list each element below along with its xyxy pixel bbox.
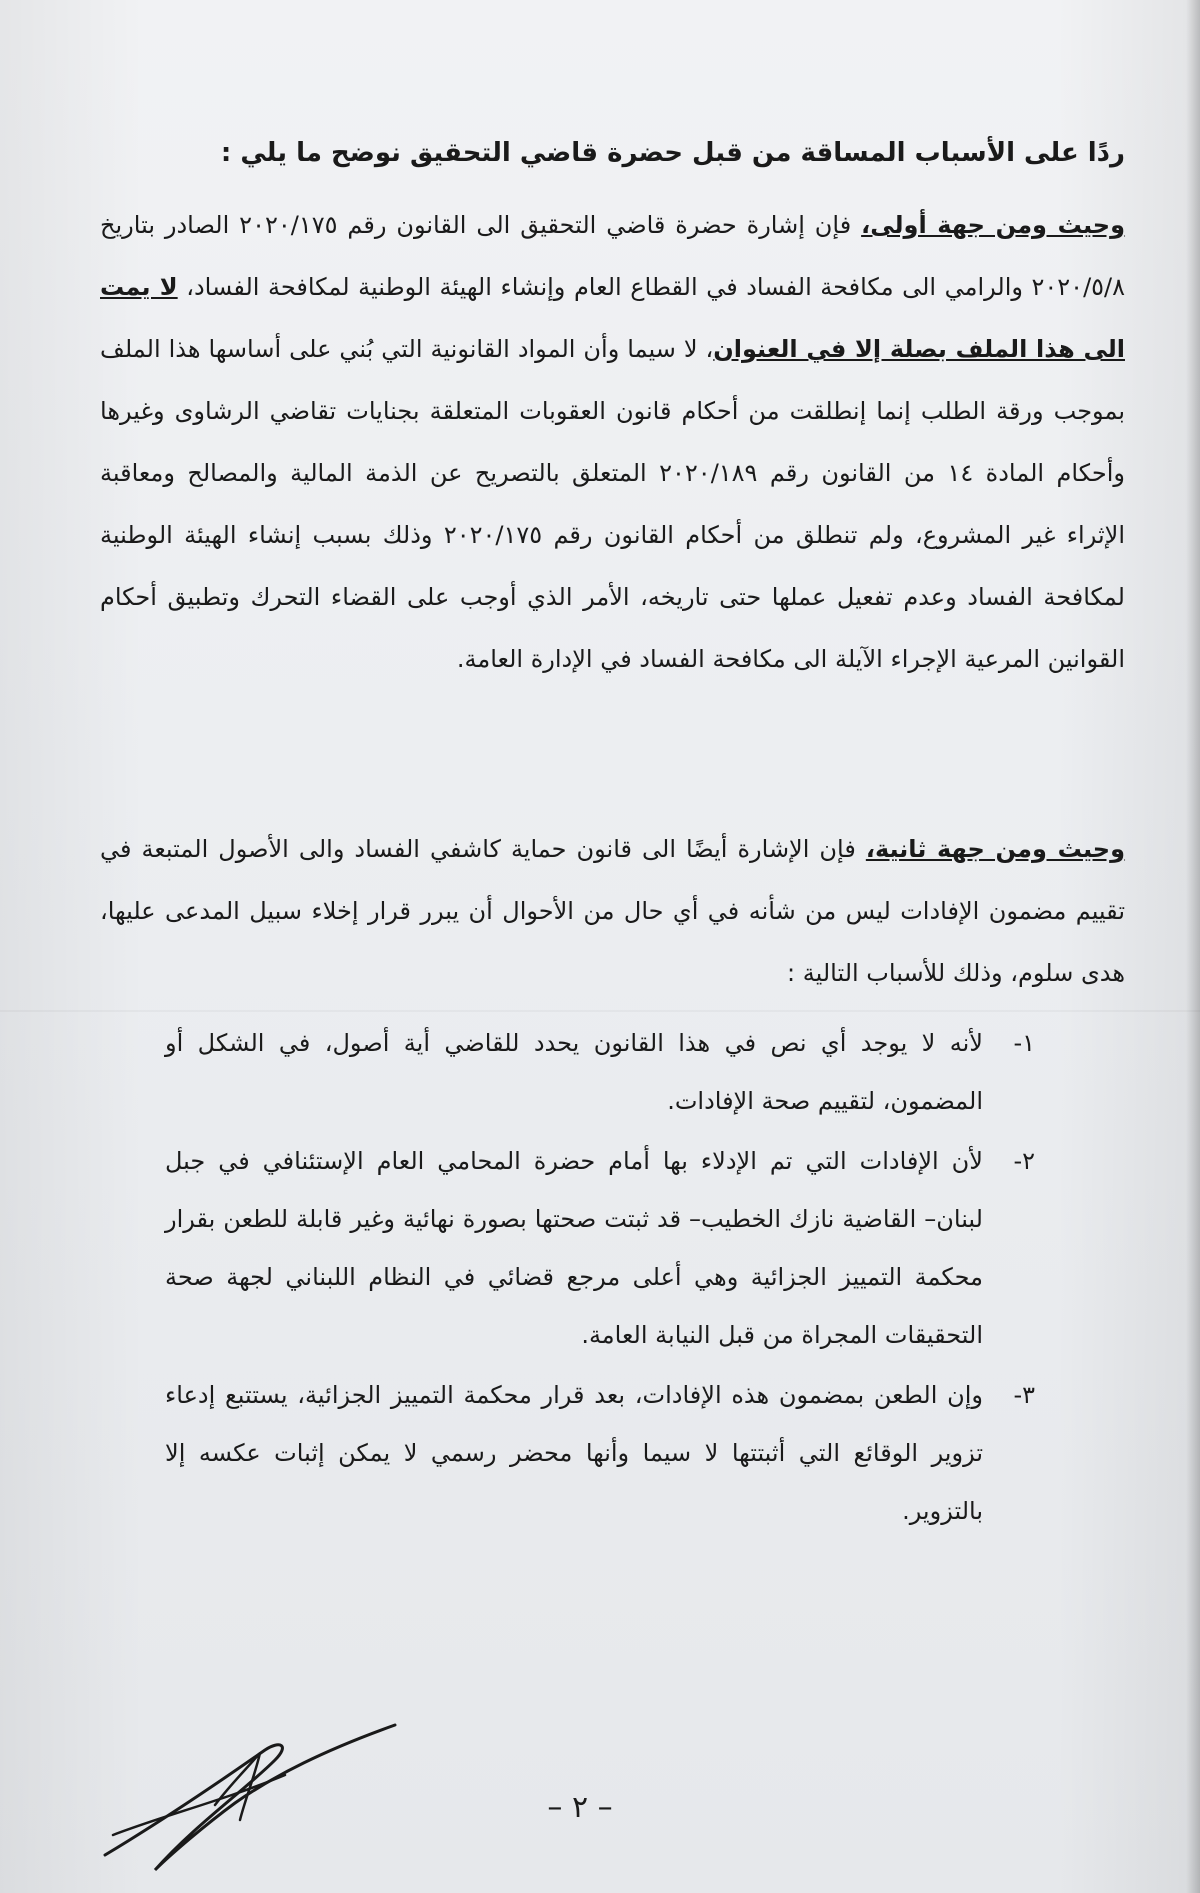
section-second-lead: وحيث ومن جهة ثانية، xyxy=(865,835,1126,863)
document-heading: ردًا على الأسباب المساقة من قبل حضرة قاضي التحقيق نوضح ما يلي : xyxy=(220,138,1125,168)
reason-number: ١- xyxy=(1013,1029,1035,1057)
section-second-text: فإن الإشارة أيضًا الى قانون حماية كاشفي الفساد والى الأصول المتبعة في تقييم مضمون الإفادات ليس من شأنه في أي حال من الأحوال أن يبرر قرار إخلاء سبيل المدعى عليها، هدى سلوم، وذلك للأسباب التالية : xyxy=(100,835,1125,987)
section-first-text-b: ، لا سيما وأن المواد القانونية التي بُني على أساسها هذا الملف بموجب ورقة الطلب إنما إنطلقت من أحكام قانون العقوبات المتعلقة بجنايات تقاضي الرشاوى وغيرها وأحكام المادة ١٤ من القانون رقم ٢٠٢٠/١٨٩ المتعلق بالتصريح عن الذمة المالية والمصالح ومعاقبة الإثراء غير المشروع، ولم تنطلق من أحكام القانون رقم ٢٠٢٠/١٧٥ وذلك بسبب إنشاء الهيئة الوطنية لمكافحة الفساد وعدم تفعيل عملها حتى تاريخه، الأمر الذي أوجب على القضاء التحرك وتطبيق أحكام القوانين المرعية الإجراء الآيلة الى مكافحة الفساد في الإدارة العامة. xyxy=(100,335,1126,673)
reason-item xyxy=(165,1014,1035,1130)
section-first-text-a: فإن إشارة حضرة قاضي التحقيق الى القانون رقم ٢٠٢٠/١٧٥ الصادر بتاريخ ٢٠٢٠/٥/٨ والرامي الى مكافحة الفساد في القطاع العام وإنشاء الهيئة الوطنية لمكافحة الفساد، xyxy=(100,211,1126,301)
page-number: – ٢ – xyxy=(547,1790,613,1825)
section-second-paragraph xyxy=(100,818,1125,1004)
section-first-lead: وحيث ومن جهة أولى، xyxy=(861,211,1126,239)
reason-text: لأن الإفادات التي تم الإدلاء بها أمام حضرة المحامي العام الإستئنافي في جبل لبنان– القاضية نازك الخطيب– قد ثبتت صحتها بصورة نهائية وغير قابلة للطعن بقرار محكمة التمييز الجزائية وهي أعلى مرجع قضائي في النظام اللبناني لجهة صحة التحقيقات المجراة من قبل النيابة العامة. xyxy=(165,1147,983,1349)
reason-text: لأنه لا يوجد أي نص في هذا القانون يحدد للقاضي أية أصول، في الشكل أو المضمون، لتقييم صحة الإفادات. xyxy=(165,1029,983,1115)
section-first-emphasis: لا يمت الى هذا الملف بصلة إلا في العنوان xyxy=(100,273,1125,363)
document-body xyxy=(100,128,1125,1542)
section-first-paragraph xyxy=(100,194,1125,690)
reason-text: وإن الطعن بمضمون هذه الإفادات، بعد قرار محكمة التمييز الجزائية، يستتبع إدعاء تزوير الوقائع التي أثبتتها لا سيما وأنها محضر رسمي لا يمكن إثبات عكسه إلا بالتزوير. xyxy=(165,1381,983,1525)
reasons-list xyxy=(165,1014,1035,1540)
reason-item xyxy=(165,1132,1035,1364)
handwritten-signature-icon xyxy=(95,1705,415,1885)
section-gap xyxy=(100,690,1125,818)
reason-item xyxy=(165,1366,1035,1540)
reason-number: ٣- xyxy=(1013,1381,1035,1409)
reason-number: ٢- xyxy=(1013,1147,1035,1175)
page-edge-shadow xyxy=(1186,0,1200,1893)
